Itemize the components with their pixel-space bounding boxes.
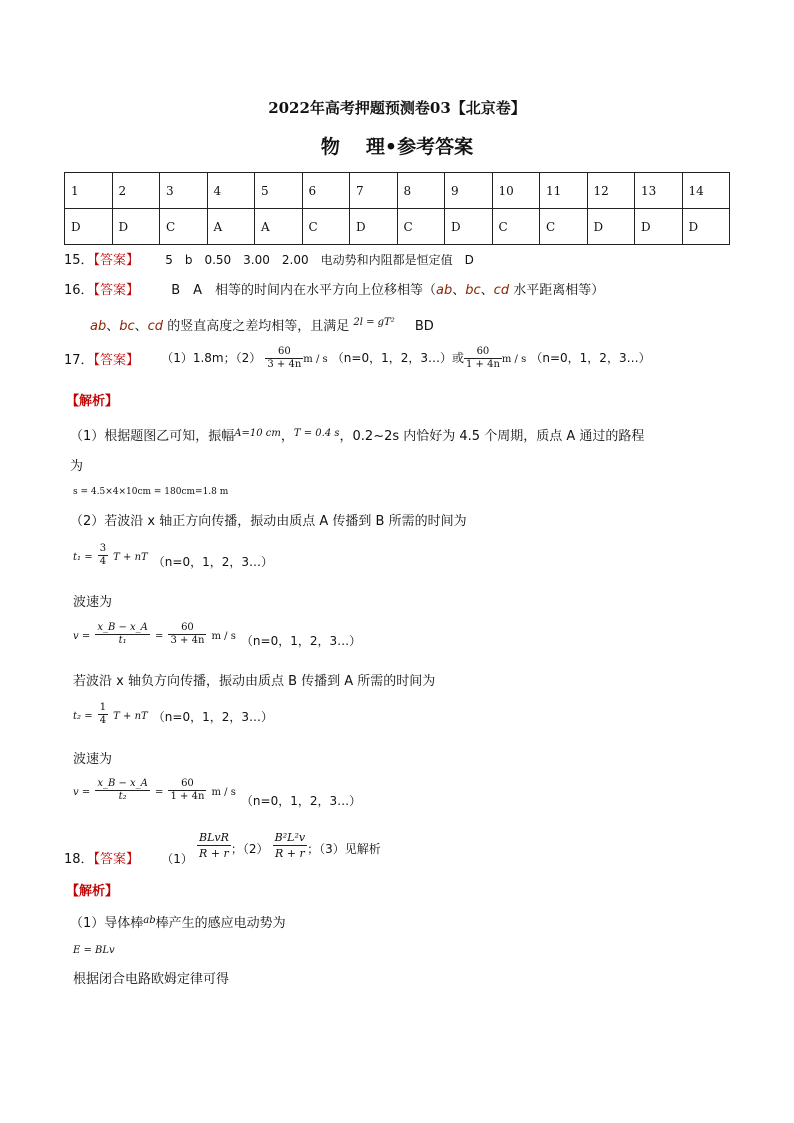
q17-fraction-2-den: 1 + 4n [465,359,500,370]
q17-t2-num: 1 [99,702,107,713]
q17-number: 17． [64,353,94,368]
q17-t1-rhs: T + nT [113,552,148,563]
q17-t2-fraction [98,702,108,727]
answer-table [64,172,730,245]
answer-cell: C [397,209,445,245]
q16-number: 16． [64,283,94,298]
q18-fraction-1 [197,830,231,861]
question-number-cell: 11 [540,173,588,209]
q16-answer-tag: 【答案】 [93,283,140,298]
q17-v1-fraction-a [95,622,150,647]
q16-line2-sep2: 、 [134,319,148,334]
q17-t2-den: 4 [99,715,107,726]
q17-v2-fraction-a [95,778,150,803]
q17-answer-line [64,346,651,371]
q17-t1-equation [73,543,273,568]
q17-speed-label-2: 波速为 [73,752,113,767]
q16-line2-cd: cd [147,319,164,334]
question-number-cell: 1 [65,173,113,209]
q16-line2-ab: ab [90,319,107,334]
q17-unit-1: m / s [303,354,328,365]
q17-t2-equation [73,702,273,727]
q15-answer-tag: 【答案】 [93,253,140,268]
q16-formula: 2l = gT² [353,317,395,328]
q18-ab: ab [143,915,156,926]
question-number-cell: 2 [112,173,160,209]
q17-v2-fraction-a-den: t₂ [118,791,127,802]
q18-answer-tag: 【答案】 [93,852,140,867]
q17-v1-equation [73,622,361,647]
q16-answer-line-2 [90,315,434,334]
question-number-cell: 14 [682,173,730,209]
question-number-cell: 5 [255,173,303,209]
q17-v2-equals: = [155,787,164,798]
answer-cell: A [255,209,303,245]
answer-cell: D [65,209,113,245]
q17-v1-fraction-b-den: 3 + 4n [170,635,205,646]
answer-table-number-row [65,173,730,209]
q18-p1-text-a: （1）导体棒 [70,916,144,931]
q17-v2-fraction-b-num: 60 [168,778,206,791]
q17-analysis-p3: 若波沿 x 轴负方向传播，振动由质点 B 传播到 A 所需的时间为 [73,674,436,689]
q17-fraction-1-den: 3 + 4n [267,359,302,370]
q17-analysis-p2: （2）若波沿 x 轴正方向传播，振动由质点 A 传播到 B 所需的时间为 [70,514,467,529]
q16-answer-line [64,279,604,298]
question-number-cell: 13 [635,173,683,209]
q18-fraction-2-den: R + r [274,847,305,860]
answer-cell: D [445,209,493,245]
q18-fraction-1-num: BLvR [198,831,229,844]
q17-v2-equation [73,778,362,808]
question-number-cell: 4 [207,173,255,209]
q17-t2-lhs: t₂ = [73,711,93,722]
q18-fraction-2 [273,830,307,861]
q17-t1-lhs: t₁ = [73,552,93,563]
q18-p1-text-b: 棒产生的感应电动势为 [155,916,286,931]
answer-cell: D [350,209,398,245]
q16-line2-end: BD [414,319,434,334]
q16-part1: B A 相等的时间内在水平方向上位移相等（ [171,283,437,298]
page-subtitle [0,132,794,159]
q17-v2-fraction-b [168,778,206,803]
question-number-cell: 12 [587,173,635,209]
q17-v1-condition: （n=0，1，2，3…） [240,634,362,648]
answer-cell: D [112,209,160,245]
q17-analysis-p1 [70,425,644,444]
q17-fraction-2-num: 60 [464,346,502,359]
subtitle-part-b: 理•参考答案 [365,136,474,158]
q18-analysis-p2: 根据闭合电路欧姆定律可得 [73,972,230,987]
question-number-cell: 3 [160,173,208,209]
q17-condition-2: （n=0，1，2，3…） [530,351,651,365]
q17-speed-label-1: 波速为 [73,595,113,610]
answer-cell: C [160,209,208,245]
q15-number: 15． [64,253,94,268]
q17-answer-tag: 【答案】 [93,353,140,368]
answer-cell: A [207,209,255,245]
q17-p1-text-a: （1）根据题图乙可知，振幅 [70,429,235,444]
q17-t2-condition: （n=0，1，2，3…） [152,710,273,724]
q17-v1-fraction-a-den: t₁ [118,635,127,646]
q18-answer-2-label: ；（2） [230,842,269,856]
q18-emf-equation: E = BLv [73,945,115,956]
q16-line2-text: 的竖直高度之差均相等，且满足 [163,319,350,334]
q15-answer-line [64,249,474,268]
q17-v1-lhs: v = [73,631,91,642]
question-number-cell: 6 [302,173,350,209]
q17-t1-den: 4 [99,556,107,567]
q17-condition-1: （n=0，1，2，3…）或 [331,351,464,365]
answer-cell: C [540,209,588,245]
q17-fraction-1-num: 60 [265,346,303,359]
q16-sep1: 、 [452,283,466,298]
q17-v2-fraction-b-den: 1 + 4n [170,791,205,802]
answer-cell: D [635,209,683,245]
q17-v1-equals: = [155,631,164,642]
subtitle-part-a: 物 [320,136,340,158]
answer-cell: D [587,209,635,245]
q17-fraction-1 [265,346,303,371]
q16-ab: ab [436,283,453,298]
q16-line2-sep1: 、 [106,319,120,334]
answer-cell: C [302,209,350,245]
q17-distance-equation: s = 4.5×4×10cm = 180cm=1.8 m [73,487,229,497]
q17-analysis-heading: 【解析】 [66,394,119,409]
page-title: 2022年高考押题预测卷03【北京卷】 [268,99,526,117]
q17-p1-text-c: ，0.2~2s 内恰好为 4.5 个周期，质点 A 通过的路程 [339,429,645,444]
q16-part1-end: 水平距离相等） [509,283,605,298]
q18-answer-1-label: （1） [161,852,193,866]
answer-cell: D [682,209,730,245]
q17-v2-unit: m / s [211,787,236,798]
q18-analysis-heading: 【解析】 [66,884,119,899]
q18-fraction-1-den: R + r [199,847,229,860]
answer-table-answer-row [65,209,730,245]
q17-answer-1: （1）1.8m；（2） [161,351,262,365]
q17-fraction-2 [464,346,502,371]
q18-fraction-2-num: B²L²v [274,831,306,844]
q18-analysis-p1 [70,912,286,931]
q16-line2-bc: bc [119,319,135,334]
q16-cd: cd [493,283,510,298]
q18-number: 18． [64,852,94,867]
q17-v1-fraction-b-num: 60 [168,622,206,635]
question-number-cell: 9 [445,173,493,209]
question-number-cell: 10 [492,173,540,209]
q18-answer-line [64,830,381,867]
q17-unit-2: m / s [501,354,527,365]
q17-v2-lhs: v = [73,787,91,798]
q16-bc: bc [465,283,481,298]
q16-sep2: 、 [480,283,494,298]
q17-v1-unit: m / s [211,631,236,642]
answer-cell: C [492,209,540,245]
q17-t1-condition: （n=0，1，2，3…） [152,555,273,569]
question-number-cell: 8 [397,173,445,209]
q17-t1-fraction [98,543,108,568]
q17-t1-num: 3 [99,543,107,554]
q17-amplitude: A=10 cm [234,428,281,439]
q17-t2-rhs: T + nT [113,711,148,722]
q17-period: T = 0.4 s [293,428,340,439]
q17-v1-fraction-b [168,622,206,647]
q17-v2-condition: （n=0，1，2，3…） [240,794,362,808]
question-number-cell: 7 [350,173,398,209]
q17-v1-fraction-a-num: x_B − x_A [97,622,148,633]
q18-answer-3: ；（3）见解析 [307,842,381,856]
q17-p1-text-d: 为 [70,459,84,474]
q17-v2-fraction-a-num: x_B − x_A [97,778,148,789]
q17-p1-text-b: ， [280,429,294,444]
q15-answer-content: 5 b 0.50 3.00 2.00 电动势和内阻都是恒定值 D [165,253,474,267]
